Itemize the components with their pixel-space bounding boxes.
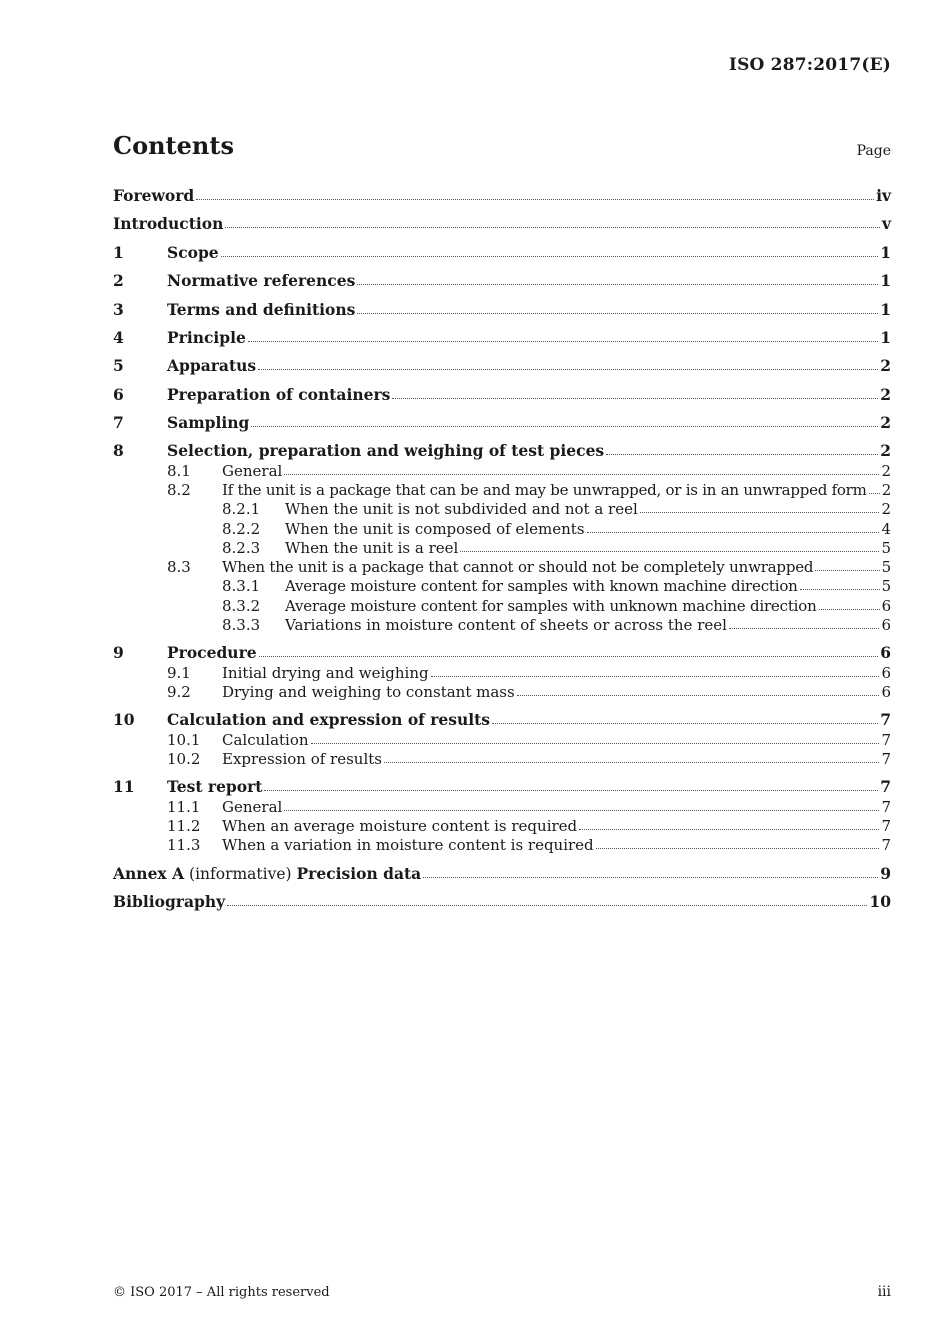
dot-leader <box>587 519 880 533</box>
dot-leader <box>264 777 878 791</box>
toc-entry-page: 5 <box>881 558 891 576</box>
dot-leader <box>248 328 878 342</box>
toc-entry-title: Bibliography <box>113 892 226 911</box>
toc-entry-page: iv <box>876 186 891 205</box>
toc-entry-number: 5 <box>113 356 124 375</box>
toc-entry-title: Calculation and expression of results <box>167 710 491 729</box>
toc-entry-page: 7 <box>881 798 891 816</box>
toc-entry-title: Variations in moisture content of sheets or across the reel <box>285 616 727 634</box>
toc-entry-title: When the unit is a package that cannot or should not be completely unwrapped <box>222 558 814 576</box>
toc-entry-title: When an average moisture content is required <box>222 817 578 835</box>
dot-leader <box>579 816 879 830</box>
toc-entry-page: 6 <box>880 643 891 662</box>
toc-entry-title: Normative references <box>167 271 356 290</box>
toc-entry-page: 6 <box>881 616 891 634</box>
toc-entry-clause-5[interactable] <box>0 356 950 376</box>
dot-leader <box>800 576 880 590</box>
toc-entry-page: 2 <box>880 413 891 432</box>
dot-leader <box>640 499 880 513</box>
dot-leader <box>729 615 880 629</box>
toc-entry-title: Calculation <box>222 731 309 749</box>
toc-entry-number: 8.3.3 <box>222 616 261 634</box>
toc-entry-title: Principle <box>167 328 246 347</box>
toc-entry-number: 8.3.2 <box>222 597 261 615</box>
dot-leader <box>284 461 879 475</box>
toc-entry-page: 6 <box>881 597 891 615</box>
toc-entry-number: 2 <box>113 271 124 290</box>
toc-entry-clause-4[interactable] <box>0 328 950 348</box>
toc-entry-page: 2 <box>881 500 891 518</box>
toc-entry-subclause-10-1[interactable] <box>0 730 950 750</box>
toc-entry-number: 8 <box>113 441 124 460</box>
toc-entry-title: Initial drying and weighing <box>222 664 429 682</box>
toc-entry-number: 8.2.1 <box>222 500 261 518</box>
toc-entry-number: 11.2 <box>167 817 201 835</box>
dot-leader <box>460 538 879 552</box>
toc-entry-page: 2 <box>881 481 891 499</box>
toc-entry-page: 7 <box>881 817 891 835</box>
toc-entry-number: 1 <box>113 243 124 262</box>
toc-entry-subclause-8-3-1[interactable] <box>0 576 950 596</box>
dot-leader <box>423 864 878 878</box>
toc-entry-title <box>113 864 421 884</box>
toc-entry-page: 5 <box>881 539 891 557</box>
dot-leader <box>227 892 867 906</box>
toc-entry-title: When a variation in moisture content is required <box>222 836 594 854</box>
toc-entry-clause-3[interactable] <box>0 300 950 320</box>
toc-entry-title: If the unit is a package that can be and may be unwrapped, or is in an unwrapped form <box>222 481 867 499</box>
toc-entry-bibliography[interactable] <box>0 892 950 912</box>
dot-leader <box>392 385 878 399</box>
toc-entry-number: 6 <box>113 385 124 404</box>
dot-leader <box>259 643 879 657</box>
toc-entry-title: When the unit is composed of elements <box>285 520 585 538</box>
toc-entry-clause-6[interactable] <box>0 385 950 405</box>
dot-leader <box>357 300 878 314</box>
toc-entry-page: 2 <box>881 462 891 480</box>
toc-entry-title: Sampling <box>167 413 250 432</box>
toc-entry-number: 3 <box>113 300 124 319</box>
page-number: iii <box>877 1284 891 1300</box>
toc-entry-number: 8.1 <box>167 462 191 480</box>
toc-entry-title: General <box>222 798 283 816</box>
toc-entry-page: 2 <box>880 441 891 460</box>
toc-entry-title: Average moisture content for samples with known machine direction <box>285 577 798 595</box>
toc-entry-page: 7 <box>881 750 891 768</box>
dot-leader <box>596 835 880 849</box>
toc-entry-subclause-8-3-2[interactable] <box>0 596 950 616</box>
toc-entry-title: General <box>222 462 283 480</box>
toc-entry-annex-a[interactable] <box>0 864 950 884</box>
toc-entry-introduction[interactable] <box>0 214 950 234</box>
toc-entry-page: 1 <box>880 271 891 290</box>
dot-leader <box>311 730 880 744</box>
toc-entry-number: 4 <box>113 328 124 347</box>
toc-entry-title: When the unit is a reel <box>285 539 459 557</box>
toc-entry-number: 9 <box>113 643 124 662</box>
dot-leader <box>384 749 879 763</box>
toc-entry-title: Terms and definitions <box>167 300 356 319</box>
toc-entry-title: Expression of results <box>222 750 382 768</box>
toc-entry-foreword[interactable] <box>0 186 950 206</box>
toc-entry-title: Foreword <box>113 186 195 205</box>
toc-entry-page: 1 <box>880 328 891 347</box>
toc-entry-number: 8.2.2 <box>222 520 261 538</box>
toc-entry-clause-9[interactable] <box>0 643 950 663</box>
dot-leader <box>196 186 874 200</box>
annex-label: Annex A <box>113 864 185 883</box>
dot-leader <box>251 413 878 427</box>
toc-entry-clause-8[interactable] <box>0 441 950 461</box>
toc-entry-number: 10.2 <box>167 750 201 768</box>
dot-leader <box>606 441 878 455</box>
toc-entry-clause-11[interactable] <box>0 777 950 797</box>
toc-entry-subclause-8-1[interactable] <box>0 461 950 481</box>
dot-leader <box>258 356 878 370</box>
toc-entry-subclause-8-2[interactable] <box>0 480 950 500</box>
toc-entry-subclause-10-2[interactable] <box>0 749 950 769</box>
toc-entry-title: Introduction <box>113 214 224 233</box>
toc-entry-subclause-9-2[interactable] <box>0 682 950 702</box>
dot-leader <box>492 710 878 724</box>
toc-entry-title: Apparatus <box>167 356 257 375</box>
toc-entry-number: 11.1 <box>167 798 201 816</box>
toc-entry-subclause-8-2-1[interactable] <box>0 499 950 519</box>
page-column-label: Page <box>856 143 891 159</box>
toc-entry-number: 7 <box>113 413 124 432</box>
toc-entry-subclause-8-3-3[interactable] <box>0 615 950 635</box>
dot-leader <box>225 214 880 228</box>
dot-leader <box>517 682 880 696</box>
toc-entry-title: Preparation of containers <box>167 385 391 404</box>
toc-entry-subclause-11-1[interactable] <box>0 797 950 817</box>
toc-entry-number: 8.2 <box>167 481 191 499</box>
dot-leader <box>869 480 880 494</box>
toc-entry-subclause-8-3[interactable] <box>0 557 950 577</box>
toc-entry-title: Drying and weighing to constant mass <box>222 683 515 701</box>
toc-entry-title: Test report <box>167 777 263 796</box>
dot-leader <box>815 557 879 571</box>
toc-entry-page: 7 <box>881 731 891 749</box>
dot-leader <box>431 663 880 677</box>
toc-entry-title: Procedure <box>167 643 257 662</box>
toc-entry-number: 8.3 <box>167 558 191 576</box>
contents-heading: Contents <box>113 131 234 160</box>
toc-entry-page: 6 <box>881 664 891 682</box>
dot-leader <box>284 797 879 811</box>
toc-entry-page: 10 <box>869 892 891 911</box>
toc-entry-subclause-11-2[interactable] <box>0 816 950 836</box>
dot-leader <box>357 271 878 285</box>
toc-entry-number: 11.3 <box>167 836 201 854</box>
toc-entry-page: 7 <box>881 836 891 854</box>
toc-entry-number: 10.1 <box>167 731 201 749</box>
toc-entry-number: 9.2 <box>167 683 191 701</box>
toc-entry-number: 8.3.1 <box>222 577 261 595</box>
copyright-notice: © ISO 2017 – All rights reserved <box>113 1285 330 1300</box>
toc-entry-title: Scope <box>167 243 219 262</box>
toc-entry-title: Average moisture content for samples with unknown machine direction <box>285 597 817 615</box>
toc-entry-clause-2[interactable] <box>0 271 950 291</box>
toc-entry-page: v <box>881 214 891 233</box>
document-id: ISO 287:2017(E) <box>728 55 891 75</box>
dot-leader <box>819 596 880 610</box>
toc-entry-number: 10 <box>113 710 135 729</box>
toc-entry-page: 1 <box>880 243 891 262</box>
toc-entry-page: 1 <box>880 300 891 319</box>
toc-entry-clause-7[interactable] <box>0 413 950 433</box>
toc-entry-clause-10[interactable] <box>0 710 950 730</box>
toc-entry-subclause-9-1[interactable] <box>0 663 950 683</box>
toc-entry-title: When the unit is not subdivided and not a reel <box>285 500 638 518</box>
toc-entry-page: 5 <box>881 577 891 595</box>
toc-entry-page: 2 <box>880 385 891 404</box>
annex-title: Precision data <box>296 864 422 883</box>
toc-entry-number: 11 <box>113 777 135 796</box>
toc-entry-subclause-8-2-3[interactable] <box>0 538 950 558</box>
toc-entry-page: 2 <box>880 356 891 375</box>
toc-entry-page: 4 <box>881 520 891 538</box>
dot-leader <box>221 243 879 257</box>
toc-entry-subclause-11-3[interactable] <box>0 835 950 855</box>
annex-type: (informative) <box>184 865 297 883</box>
toc-entry-subclause-8-2-2[interactable] <box>0 519 950 539</box>
toc-entry-title: Selection, preparation and weighing of test pieces <box>167 441 605 460</box>
toc-entry-page: 6 <box>881 683 891 701</box>
toc-entry-page: 9 <box>880 864 891 883</box>
toc-entry-clause-1[interactable] <box>0 243 950 263</box>
toc-entry-number: 9.1 <box>167 664 191 682</box>
toc-entry-page: 7 <box>880 710 891 729</box>
toc-entry-page: 7 <box>880 777 891 796</box>
toc-entry-number: 8.2.3 <box>222 539 261 557</box>
